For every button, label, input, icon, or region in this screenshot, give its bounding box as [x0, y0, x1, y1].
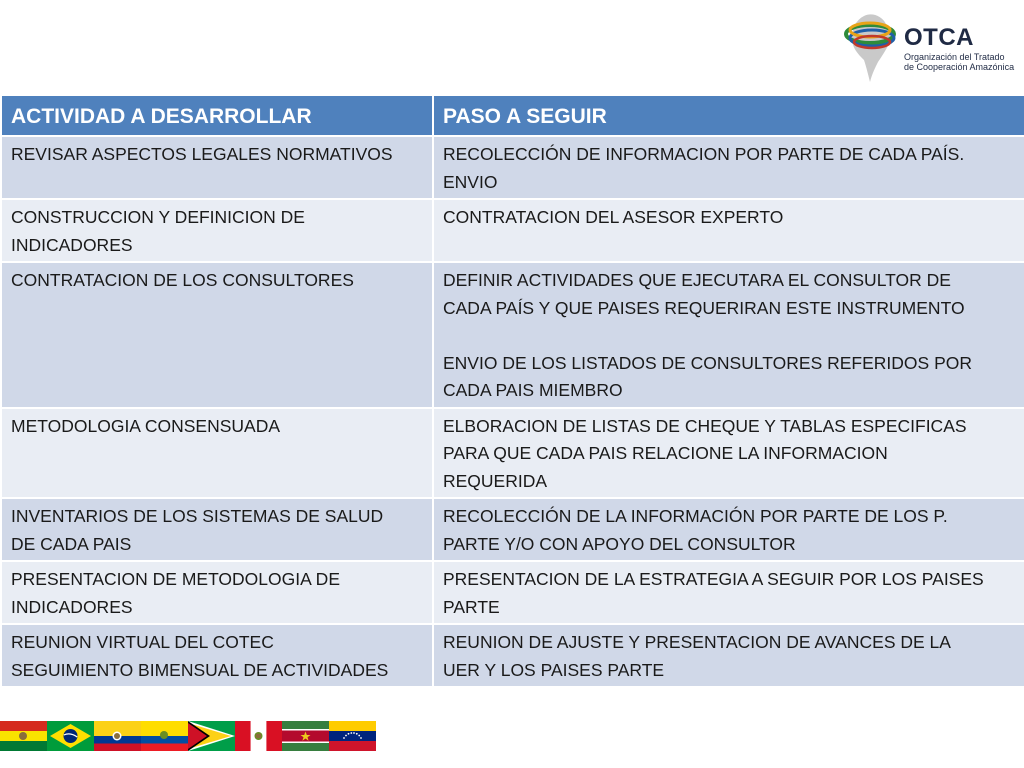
table-row [1, 136, 1024, 199]
cell-text-line: CONTRATACION DEL ASESOR EXPERTO [443, 207, 784, 227]
activities-table-container [0, 94, 1024, 688]
cell-text-line: PARTE [443, 596, 500, 617]
table-row [1, 561, 1024, 624]
blank-line [443, 322, 1015, 350]
cell-text-line: REQUERIDA [443, 470, 548, 491]
logo-name: OTCA [904, 24, 974, 51]
table-row [1, 408, 1024, 499]
cell-text-line: REVISAR ASPECTOS LEGALES NORMATIVOS [11, 144, 393, 164]
cell-text-line: DE CADA PAIS [11, 533, 132, 554]
table-row [1, 498, 1024, 561]
cell-text-line: UER Y LOS PAISES PARTE [443, 659, 665, 680]
step-cell [433, 498, 1024, 561]
otca-emblem-icon [842, 10, 902, 85]
table-row [1, 262, 1024, 408]
cell-text-line: METODOLOGIA CONSENSUADA [11, 415, 281, 436]
logo-subtitle-line-2: de Cooperación Amazónica [904, 62, 1015, 72]
cell-text-line: ENVIO DE LOS LISTADOS DE CONSULTORES REFERIDOS POR [443, 352, 972, 373]
cell-text-line: CONTRATACION DE LOS CONSULTORES [11, 270, 354, 290]
step-cell [433, 136, 1024, 199]
cell-text-line: RECOLECCIÓN DE LA INFORMACIÓN POR PARTE DE LOS P. [443, 506, 948, 526]
header-activity: ACTIVIDAD A DESARROLLAR [1, 95, 433, 136]
cell-text-line: REUNION DE AJUSTE Y PRESENTACION DE AVANCES DE LA [443, 632, 951, 652]
cell-text-line: DEFINIR ACTIVIDADES QUE EJECUTARA EL CONSULTOR DE [443, 270, 951, 290]
otca-logo [842, 10, 1017, 85]
activity-cell [1, 561, 433, 624]
cell-text-line: INDICADORES [11, 596, 133, 617]
step-cell [433, 624, 1024, 687]
cell-text-line: INVENTARIOS DE LOS SISTEMAS DE SALUD [11, 506, 384, 526]
cell-text-line: PRESENTACION DE METODOLOGIA DE [11, 569, 340, 589]
cell-text-line: CONSTRUCCION Y DEFINICION DE [11, 207, 305, 227]
brazil-flag-icon [47, 721, 94, 751]
activity-cell [1, 199, 433, 262]
venezuela-flag-icon [329, 721, 376, 751]
logo-subtitle-line-1: Organización del Tratado [904, 52, 1005, 62]
cell-text-line: ELBORACION DE LISTAS DE CHEQUE Y TABLAS ESPECIFICAS [443, 415, 967, 436]
step-cell [433, 408, 1024, 499]
step-cell [433, 561, 1024, 624]
member-country-flags [0, 721, 376, 751]
bolivia-flag-icon [0, 721, 47, 751]
activities-table [0, 94, 1024, 688]
cell-text-line: SEGUIMIENTO BIMENSUAL DE ACTIVIDADES [11, 659, 389, 680]
activity-cell [1, 136, 433, 199]
table-body [1, 136, 1024, 687]
peru-flag-icon [235, 721, 282, 751]
suriname-flag-icon [282, 721, 329, 751]
cell-text-line: CADA PAIS MIEMBRO [443, 380, 623, 400]
activity-cell [1, 498, 433, 561]
cell-text-line: RECOLECCIÓN DE INFORMACION POR PARTE DE CADA PAÍS. [443, 144, 965, 164]
table-header-row [1, 95, 1024, 136]
cell-text-line: ENVIO [443, 171, 498, 192]
cell-text-line: INDICADORES [11, 234, 133, 255]
activity-cell [1, 624, 433, 687]
ecuador-flag-icon [141, 721, 188, 751]
activity-cell [1, 262, 433, 408]
cell-text-line: REUNION VIRTUAL DEL COTEC [11, 632, 274, 652]
guyana-flag-icon [188, 721, 235, 751]
activity-cell [1, 408, 433, 499]
cell-text-line: PARTE Y/O CON APOYO DEL CONSULTOR [443, 533, 796, 554]
step-cell [433, 199, 1024, 262]
colombia-flag-icon [94, 721, 141, 751]
table-row [1, 199, 1024, 262]
cell-text-line: CADA PAÍS Y QUE PAISES REQUERIRAN ESTE INSTRUMENTO [443, 297, 965, 318]
step-cell [433, 262, 1024, 408]
header-step: PASO A SEGUIR [433, 95, 1024, 136]
table-row [1, 624, 1024, 687]
cell-text-line: PARA QUE CADA PAIS RELACIONE LA INFORMACION [443, 443, 888, 463]
cell-text-line: PRESENTACION DE LA ESTRATEGIA A SEGUIR POR LOS PAISES [443, 569, 984, 589]
logo-subtitle [904, 52, 1019, 72]
